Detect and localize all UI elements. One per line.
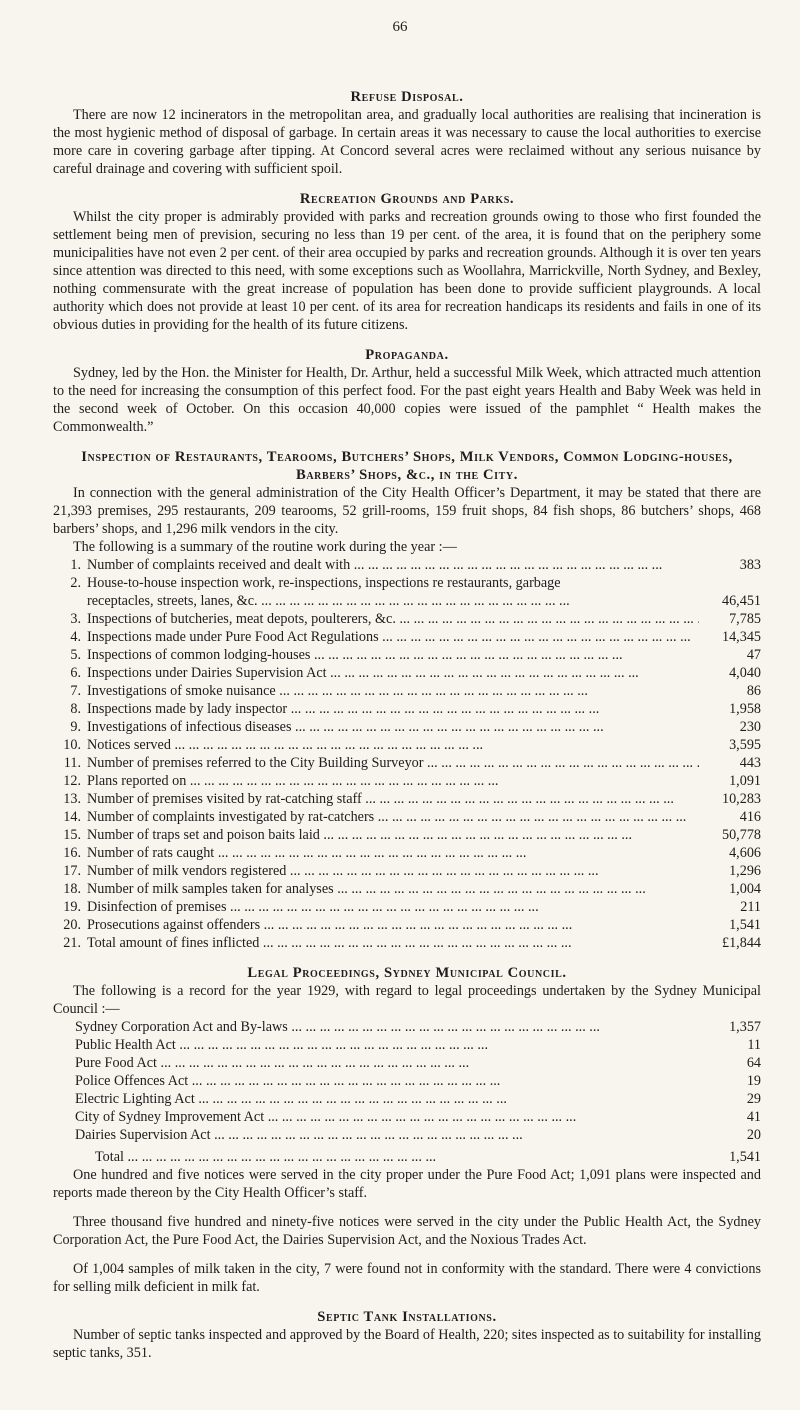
inspection-paragraph: In connection with the general administration of the City Health Officer’s Department, it may be stated that there are 21,393 premises, 295 restaurants, 209 tearooms, 52 grill-rooms, 159 fruit shops, 84 fish shops, 86 butchers’ shops, 468 barbers’ shops, and 1,296 milk vendors in the city.	[53, 485, 761, 537]
summary-item: 11. Number of premises referred to the City Building Surveyor ... . 443	[53, 754, 761, 772]
legal-paragraph-2: Three thousand five hundred and ninety-five notices were served in the city under the Public Health Act, the Sydney Corporation Act, the Pure Food Act, the Dairies Supervision Act, and the Noxious Trades Act.	[53, 1214, 761, 1248]
summary-item-continuation: receptacles, streets, lanes, &c. ... . 46,451	[53, 592, 761, 610]
summary-item: 14. Number of complaints investigated by rat-catchers ... . 416	[53, 808, 761, 826]
summary-list	[53, 556, 761, 952]
summary-item: 20. Prosecutions against offenders ... . 1,541	[53, 916, 761, 934]
recreation-heading: Recreation Grounds and Parks.	[299, 191, 515, 207]
inspection-heading: Inspection of Restaurants, Tearooms, Butchers’ Shops, Milk Vendors, Common Lodging-houses, Barbers’ Shops, &c., in the City.	[81, 449, 733, 483]
legal-total: Total ... . 1,541	[53, 1148, 761, 1166]
legal-item: Public Health Act ... . 11	[53, 1036, 761, 1054]
legal-intro: The following is a record for the year 1929, with regard to legal proceedings undertaken by the Sydney Municipal Council :—	[53, 983, 761, 1017]
legal-item: Sydney Corporation Act and By-laws ... . 1,357	[53, 1018, 761, 1036]
summary-item: 5. Inspections of common lodging-houses ... . 47	[53, 646, 761, 664]
legal-item: Electric Lighting Act ... . 29	[53, 1090, 761, 1108]
summary-item: 2. House-to-house inspection work, re-inspections, inspections re restaurants, garbage	[70, 575, 561, 591]
summary-item: 3. Inspections of butcheries, meat depots, poulterers, &c. ... . 7,785	[53, 610, 761, 628]
propaganda-paragraph: Sydney, led by the Hon. the Minister for Health, Dr. Arthur, held a successful Milk Week, which attracted much attention to the need for increasing the consumption of this perfect food. For the past eight years Health and Baby Week was held in the second week of October. On this occasion 40,000 copies were issued of the pamphlet “ Health makes the Commonwealth.”	[53, 365, 761, 435]
propaganda-heading: Propaganda.	[365, 347, 449, 363]
summary-item: 1. Number of complaints received and dealt with ... . 383	[53, 556, 761, 574]
summary-item-continued-label: House-to-house inspection work, re-inspections, inspections re restaurants, garbage	[87, 575, 561, 591]
summary-item: 12. Plans reported on ... . 1,091	[53, 772, 761, 790]
summary-item: 13. Number of premises visited by rat-catching staff ... . 10,283	[53, 790, 761, 808]
summary-item: 8. Inspections made by lady inspector ... . 1,958	[53, 700, 761, 718]
refuse-paragraph: There are now 12 incinerators in the metropolitan area, and gradually local authorities are realising that incineration is the most hygienic method of disposal of garbage. In certain areas it was necessary to cause the local authorities to exercise more care in covering garbage after tipping. At Concord several acres were reclaimed without any serious nuisance by careful drainage and covering with sufficient spoil.	[53, 107, 761, 177]
summary-item: 10. Notices served ... . 3,595	[53, 736, 761, 754]
summary-intro: The following is a summary of the routine work during the year :—	[73, 539, 457, 555]
legal-item: Dairies Supervision Act ... . 20	[53, 1126, 761, 1144]
septic-heading: Septic Tank Installations.	[317, 1309, 497, 1325]
recreation-paragraph: Whilst the city proper is admirably provided with parks and recreation grounds owing to those who first founded the settlement being men of prevision, securing no less than 19 per cent. of the area, it is found that on the periphery some municipalities have not even 2 per cent. of their area occupied by parks and recreation grounds. Although it is over ten years since attention was directed to this need, with some exceptions such as Woollahra, Marrickville, North Sydney, and Bexley, nothing commensurate with the great increase of population has been done to provide sufficient playgrounds. A local authority which does not provide at least 10 per cent. of its area for recreation handicaps its residents and fails in one of its obvious duties in providing for the health of its future citizens.	[53, 209, 761, 333]
legal-item: City of Sydney Improvement Act ... . 41	[53, 1108, 761, 1126]
legal-paragraph-1: One hundred and five notices were served in the city proper under the Pure Food Act; 1,091 plans were inspected and reports made thereon by the City Health Officer’s staff.	[53, 1167, 761, 1201]
legal-item: Police Offences Act ... . 19	[53, 1072, 761, 1090]
summary-item: 21. Total amount of fines inflicted ... . £1,844	[53, 934, 761, 952]
summary-item: 9. Investigations of infectious diseases ... . 230	[53, 718, 761, 736]
page-number: 66	[392, 19, 408, 35]
legal-list	[53, 1018, 761, 1166]
summary-item: 16. Number of rats caught ... . 4,606	[53, 844, 761, 862]
septic-paragraph: Number of septic tanks inspected and approved by the Board of Health, 220; sites inspected as to suitability for installing septic tanks, 351.	[53, 1327, 761, 1361]
summary-item: 19. Disinfection of premises ... . 211	[53, 898, 761, 916]
refuse-heading: Refuse Disposal.	[350, 89, 464, 105]
summary-item: 7. Investigations of smoke nuisance ... . 86	[53, 682, 761, 700]
legal-heading: Legal Proceedings, Sydney Municipal Council.	[247, 965, 567, 981]
summary-item: 4. Inspections made under Pure Food Act Regulations ... . 14,345	[53, 628, 761, 646]
legal-paragraph-3: Of 1,004 samples of milk taken in the city, 7 were found not in conformity with the standard. There were 4 convictions for selling milk deficient in milk fat.	[53, 1261, 761, 1295]
summary-item: 17. Number of milk vendors registered ... . 1,296	[53, 862, 761, 880]
legal-item: Pure Food Act ... . 64	[53, 1054, 761, 1072]
page-content	[53, 88, 761, 1362]
summary-item: 18. Number of milk samples taken for analyses ... . 1,004	[53, 880, 761, 898]
summary-item: 6. Inspections under Dairies Supervision Act ... . 4,040	[53, 664, 761, 682]
summary-item: 15. Number of traps set and poison baits laid ... . 50,778	[53, 826, 761, 844]
